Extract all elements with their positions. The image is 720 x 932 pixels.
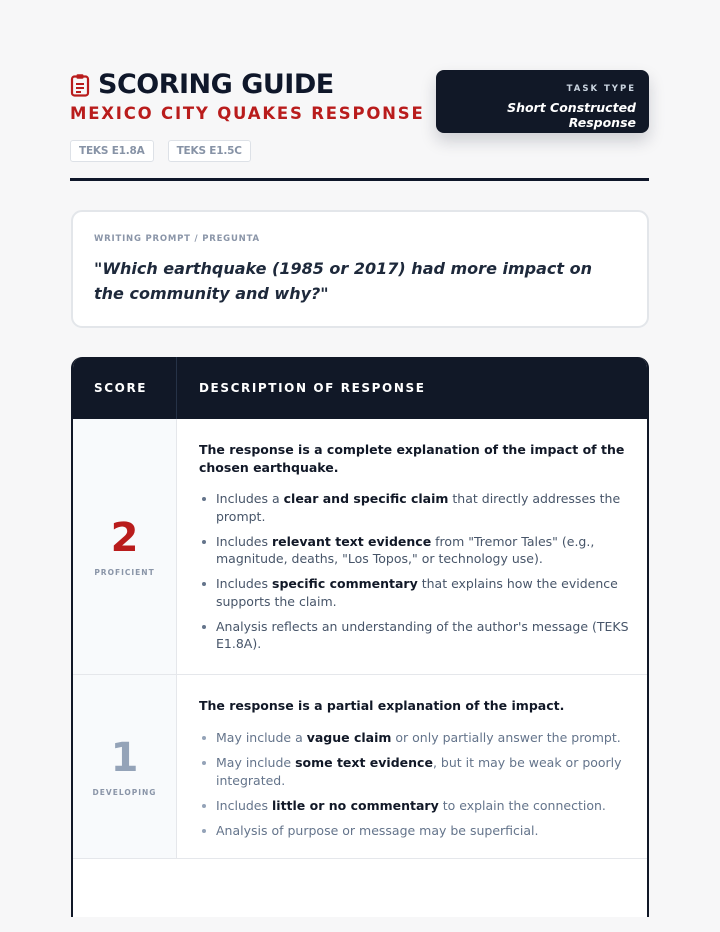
score-level: PROFICIENT — [94, 568, 155, 577]
teks-tag: TEKS E1.8A — [70, 140, 154, 162]
page-subtitle: MEXICO CITY QUAKES RESPONSE — [70, 104, 425, 123]
task-type-label: TASK TYPE — [566, 84, 636, 94]
score-column-header: SCORE — [73, 357, 177, 419]
teks-tag: TEKS E1.5C — [168, 140, 251, 162]
page-title: SCORING GUIDE — [98, 69, 334, 100]
writing-prompt-card — [71, 210, 649, 328]
rubric-row — [73, 419, 647, 675]
criteria-item: May include a vague claim or only partially answer the prompt. — [199, 729, 629, 747]
clipboard-icon — [70, 73, 90, 97]
score-cell — [73, 419, 177, 674]
task-type-value: Short Constructed Response — [507, 100, 636, 130]
header-divider — [70, 178, 649, 181]
rubric-header — [73, 357, 647, 419]
score-level: DEVELOPING — [92, 788, 157, 797]
description-cell — [177, 675, 647, 858]
score-number: 1 — [110, 735, 139, 781]
writing-prompt-text: "Which earthquake (1985 or 2017) had more impact on the community and why?" — [94, 259, 592, 303]
criteria-item: Includes relevant text evidence from "Tremor Tales" (e.g., magnitude, deaths, "Los Topos," or technology use). — [199, 533, 629, 568]
rubric-table — [71, 357, 649, 917]
score-cell — [73, 675, 177, 858]
criteria-list — [199, 729, 629, 839]
criteria-item: May include some text evidence, but it may be weak or poorly integrated. — [199, 754, 629, 789]
title-row — [70, 70, 334, 100]
criteria-item: Analysis of purpose or message may be superficial. — [199, 822, 629, 840]
rubric-row — [73, 675, 647, 859]
description-column-header: DESCRIPTION OF RESPONSE — [199, 381, 426, 395]
criteria-item: Includes little or no commentary to explain the connection. — [199, 797, 629, 815]
description-heading: The response is a complete explanation of the impact of the chosen earthquake. — [199, 442, 625, 475]
criteria-item: Analysis reflects an understanding of the author's message (TEKS E1.8A). — [199, 618, 629, 653]
description-cell — [177, 419, 647, 674]
task-type-card — [436, 70, 649, 133]
teks-tags — [70, 140, 251, 162]
criteria-item: Includes specific commentary that explains how the evidence supports the claim. — [199, 575, 629, 610]
criteria-list — [199, 490, 629, 653]
writing-prompt-label: WRITING PROMPT / PREGUNTA — [94, 234, 260, 244]
score-number: 2 — [110, 515, 139, 561]
criteria-item: Includes a clear and specific claim that directly addresses the prompt. — [199, 490, 629, 525]
description-heading: The response is a partial explanation of the impact. — [199, 698, 565, 713]
